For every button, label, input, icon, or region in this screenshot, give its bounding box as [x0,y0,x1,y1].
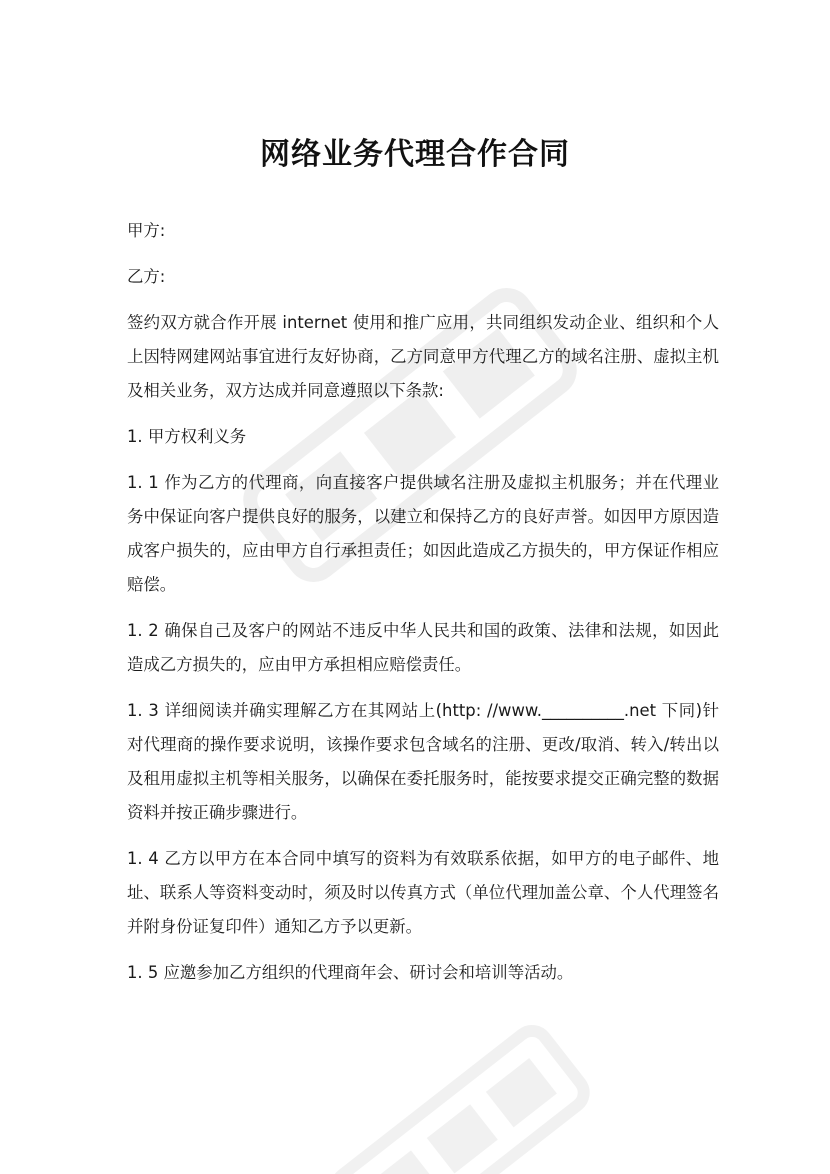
document-title: 网络业务代理合作合同 [260,137,570,173]
clause-1-4: 1. 4 乙方以甲方在本合同中填写的资料为有效联系依据，如甲方的电子邮件、地址、联系人等资料变动时，须及时以传真方式（单位代理加盖公章、个人代理签名并附身份证复印件）通知乙方予以更新。 [127,849,719,936]
clause-1-5: 1. 5 应邀参加乙方组织的代理商年会、研讨会和培训等活动。 [127,963,574,982]
section-heading-1: 1. 甲方权利义务 [127,427,247,446]
preamble-paragraph: 签约双方就合作开展 internet 使用和推广应用，共同组织发动企业、组织和个人上因特网建网站事宜进行友好协商，乙方同意甲方代理乙方的域名注册、虚拟主机及相关业务，双方达成并同意遵照以下条款: [127,313,719,400]
party-b-line: 乙方: [127,267,166,286]
watermark-logo-bottom [313,1007,608,1174]
document-body [127,214,719,1002]
clause-1-2: 1. 2 确保自己及客户的网站不违反中华人民共和国的政策、法律和法规，如因此造成乙方损失的，应由甲方承担相应赔偿责任。 [127,621,719,674]
party-a-line: 甲方: [127,221,166,240]
clause-1-1: 1. 1 作为乙方的代理商，向直接客户提供域名注册及虚拟主机服务；并在代理业务中保证向客户提供良好的服务，以建立和保持乙方的良好声誉。如因甲方原因造成客户损失的，应由甲方自行承担责任；如因此造成乙方损失的，甲方保证作相应赔偿。 [127,473,719,594]
clause-1-3: 1. 3 详细阅读并确实理解乙方在其网站上(http: //www.__________.net 下同)针对代理商的操作要求说明，该操作要求包含域名的注册、更改/取消、转入/转出以及租用虚拟主机等相关服务，以确保在委托服务时，能按要求提交正确完整的数据资料并按正确步骤进行。 [127,701,719,822]
